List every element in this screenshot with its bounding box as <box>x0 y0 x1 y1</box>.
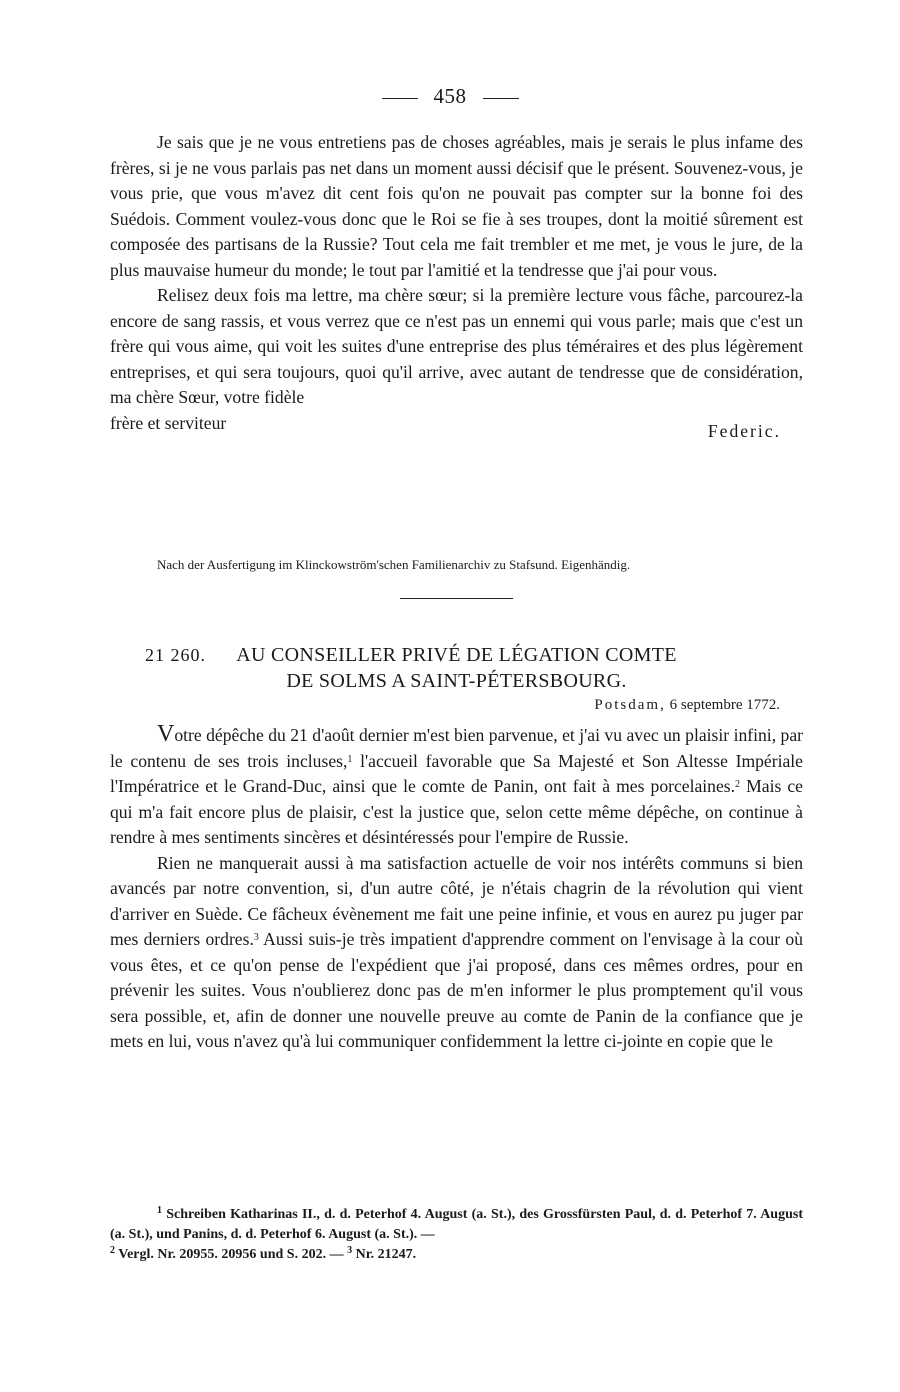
footnote-2-3 <box>110 1245 803 1265</box>
footnotes <box>110 1205 803 1265</box>
p2-text-a: Rien ne manquerait aussi à ma satisfaction actuelle de voir nos intérêts communs si bien avancés par notre convention, si, d'un autre côté, je n'étais chagrin de la révolution qui vient d'arriver en Suède. Ce fâcheux évènement me fait une peine infinie, et vous en aurez pu juger par mes derniers ordres. <box>110 852 803 949</box>
letter-number: 21 260. <box>145 645 206 665</box>
header-dash-right <box>483 98 519 99</box>
letter2-heading <box>110 642 803 694</box>
closing-formula: frère et serviteur <box>110 412 227 433</box>
footnote-2-text: Vergl. Nr. 20955. 20956 und S. 202. — <box>115 1247 344 1262</box>
signature: Federic. <box>707 420 781 441</box>
dateline-place: Potsdam, <box>594 697 666 713</box>
section-divider <box>400 598 513 599</box>
page-header <box>0 84 900 109</box>
footnote-1 <box>110 1205 803 1245</box>
footnote-ref-1: 1 <box>347 753 353 765</box>
footnote-ref-2: 2 <box>735 779 741 790</box>
footnote-1-text: Schreiben Katharinas II., d. d. Peterhof 4. August (a. St.), des Grossfürsten Paul, d. d. Peterhof 7. August (a. St.), und Panins, d. d. Peterhof 6. August (a. St.). — <box>110 1207 803 1242</box>
dateline <box>594 697 780 714</box>
letter2-paragraph-1 <box>110 722 803 851</box>
p1-text-a: otre dépêche du 21 d'août dernier m'est bien parvenue, et j'ai vu avec un plaisir infini, par le contenu de ses trois incluses, <box>110 725 803 771</box>
footnote-mark-1: 1 <box>157 1205 162 1216</box>
letter2-title-line-1: AU CONSEILLER PRIVÉ DE LÉGATION COMTE <box>236 644 677 666</box>
letter1-body <box>110 130 803 441</box>
p1-text-b: l'accueil favorable que Sa Majesté et Son Altesse Impériale l'Impératrice et le Grand-Duc, ainsi que le comte de Panin, ont fait à mes porcelaines. <box>110 750 803 796</box>
footnote-mark-3: 3 <box>347 1245 353 1256</box>
header-dash-left <box>382 98 418 99</box>
footnote-mark-2: 2 <box>110 1245 115 1256</box>
page-number: 458 <box>433 84 467 108</box>
letter1-paragraph-1: Je sais que je ne vous entretiens pas de choses agréables, mais je serais le plus infame des frères, si je ne vous parlais pas net dans un moment aussi décisif que le présent. Souvenez-vous, je vous prie, que vous m'avez dit cent fois qu'on ne pouvait pas compter sur la bonne foi des Suédois. Comment voulez-vous donc que le Roi se fie à ses troupes, dont la moitié sûrement est composée des partisans de la Russie? Tout cela me fait trembler et me met, je vous le jure, de la plus mauvaise humeur du monde; le tout par l'amitié et la tendresse que j'ai pour vous. <box>110 132 803 280</box>
p2-text-b: Aussi suis-je très impatient d'apprendre comment on l'envisage à la cour où vous êtes, et ce qu'on pense de l'expédient que j'ai proposé, dans ces mêmes ordres, pour en prévenir les suites. Vous n'oublierez donc pas de m'en informer le plus promptement qu'il vous sera possible, et, afin de donner une nouvelle preuve au comte de Panin de la confiance que je mets en lui, vous n'avez qu'à lui communiquer confidemment la lettre ci-jointe en copie que le <box>110 929 803 1051</box>
letter1-paragraph-2: Relisez deux fois ma lettre, ma chère sœur; si la première lecture vous fâche, parcourez-la encore de sang rassis, et vous verrez que ce n'est pas un ennemi qui vous parle; mais que c'est un frère qui vous aime, qui voit les suites d'une entreprise des plus téméraires et des plus légèrement entreprises, et qui sera toujours, quoi qu'il arrive, avec autant de tendresse que de considération, ma chère Sœur, votre fidèle <box>110 285 803 407</box>
letter2-body <box>110 722 803 1055</box>
p1-text-c: Mais ce qui m'a fait encore plus de plaisir, c'est la justice que, selon cette même dépêche, on continue à rendre à mes sentiments sincères et désintéressés pour l'empire de Russie. <box>110 776 803 847</box>
source-note: Nach der Ausfertigung im Klinckowström'schen Familienarchiv zu Stafsund. Eigenhändig. <box>157 557 631 572</box>
initial-letter: V <box>157 721 175 747</box>
letter2-paragraph-2 <box>110 851 803 1055</box>
letter1-closing <box>110 411 803 441</box>
footnote-ref-3: 3 <box>253 932 259 943</box>
letter2-title-line-2: DE SOLMS A SAINT-PÉTERSBOURG. <box>286 670 627 692</box>
dateline-date: 6 septembre 1772. <box>669 697 780 713</box>
footnote-3-text: Nr. 21247. <box>352 1247 417 1262</box>
